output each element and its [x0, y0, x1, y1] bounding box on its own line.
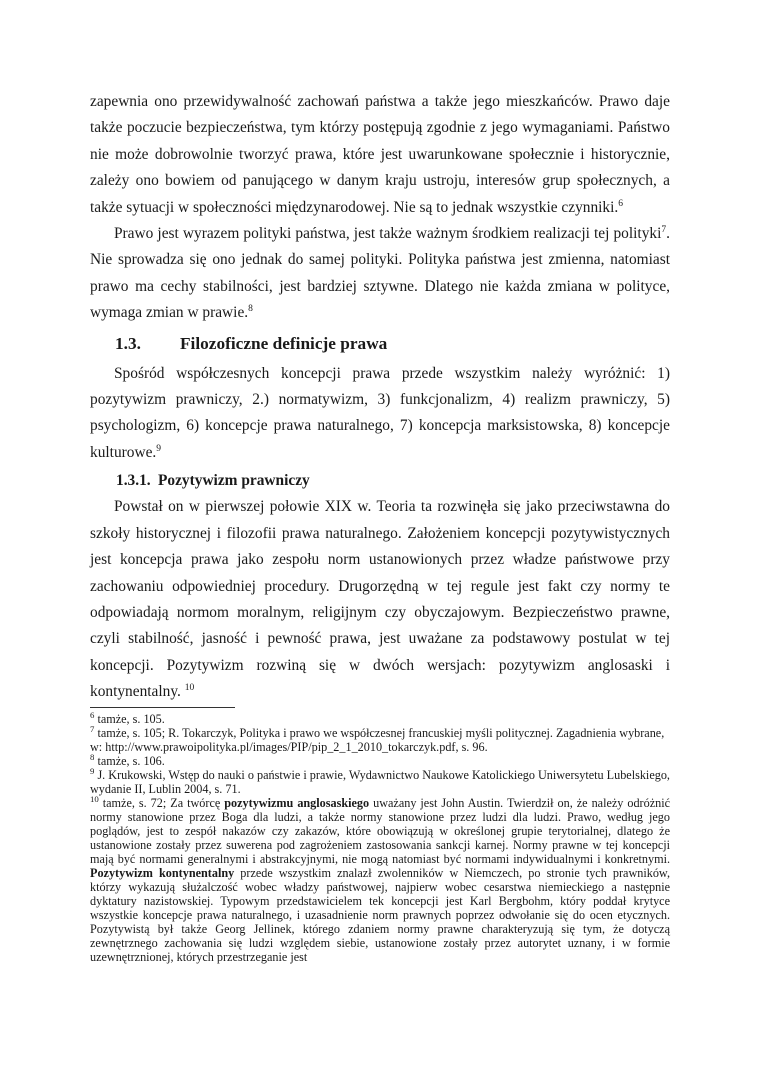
footnote-bold-term: pozytywizmu anglosaskiego — [224, 795, 370, 810]
footnote-ref: 8 — [248, 303, 253, 315]
paragraph-text: Prawo jest wyrazem polityki państwa, jest także ważnym środkiem realizacji tej polityki — [114, 225, 662, 243]
footnote — [90, 709, 670, 726]
footnote — [90, 751, 670, 768]
footnote-number: 10 — [90, 793, 99, 804]
footnote-text: przede wszystkim znalazł zwolenników w Niemczech, po stronie tych prawników, którzy wykazują służalczość wobec władzy państwowej, najpierw wobec cesarstwa niemieckiego a następnie dyktatury nazistowskiej. Typowym przedstawicielem tek koncepcji jest Karl Bergbohm, który poddał krytyce wszystkie koncepcje prawa naturalnego, i uzasadnienie norm prawnych poprzez odwołanie się do ocen etycznych. Pozytywistą był także Georg Jellinek, którego zdaniem normy prawne charakteryzują się tym, że dotyczą zewnętrznego zachowania się ludzi względem siebie, ustanowione zostały przez autorytet uznany, i w formie uzewnętrznionej, których przestrzeganie jest — [90, 865, 670, 964]
paragraph-text: . Nie sprowadza się ono jednak do samej polityki. Polityka państwa jest zmienna, natomiast prawo ma cechy stabilności, jest bardziej sztywne. Dlatego nie każda zmiana w polityce, wymaga zmian w prawie. — [90, 225, 670, 322]
section-number: 1.3. — [115, 333, 141, 353]
footnote-text: J. Krukowski, Wstęp do nauki o państwie i prawie, Wydawnictwo Naukowe Katolickiego Uniwersytetu Lubelskiego, wydanie II, Lublin 2004, s. 71. — [90, 767, 670, 796]
footnote-url-text: w: http://www.prawoipolityka.pl/images/PIP/pip_2_1_2010_tokarczyk.pdf, s. 96. — [90, 739, 488, 754]
subsection-number: 1.3.1. — [116, 472, 151, 490]
footnote-number: 9 — [90, 765, 95, 776]
subsection-title: Pozytywizm prawniczy — [158, 472, 310, 490]
footnote — [90, 723, 670, 740]
footnote — [90, 793, 670, 964]
section-heading — [115, 331, 670, 357]
footnote-ref: 9 — [156, 442, 162, 454]
paragraph — [90, 361, 670, 467]
paragraph — [90, 221, 670, 327]
paragraph — [90, 89, 670, 221]
footnote — [90, 765, 670, 796]
paragraph-text: Spośród współczesnych koncepcji prawa przede wszystkim należy wyróżnić: 1) pozytywizm prawniczy, 2.) normatywizm, 3) funkcjonalizm, 4) realizm prawniczy, 5) psychologizm, 6) koncepcje prawa naturalnego, 7) koncepcja marksistowska, 8) koncepcje kulturowe. — [90, 364, 670, 461]
paragraph-text: Powstał on w pierwszej połowie XIX w. Teoria ta rozwinęła się jako przeciwstawna do szkoły historycznej i filozofii prawa naturalnego. Założeniem koncepcji pozytywistycznych jest koncepcja prawa jako zespołu norm ustanowionych przez władze państwowe przy zachowaniu odpowiedniej procedury. Drugorzędną w tej regule jest fakt czy normy te odpowiadają normom moralnym, religijnym czy obyczajowym. Bezpieczeństwo prawne, czyli stabilność, jasność i pewność prawa, jest uważane za podstawowy postulat w tej koncepcji. Pozytywizm rozwiną się w dwóch wersjach: pozytywizm anglosaski i kontynentalny. — [90, 498, 670, 701]
paragraph — [90, 494, 670, 705]
footnote-continuation — [90, 740, 670, 754]
footnote-text: tamże, s. 72; Za twórcę — [98, 795, 225, 810]
footnotes — [90, 709, 670, 964]
subsection-heading — [116, 468, 670, 494]
footnote-text: tamże, s. 105; R. Tokarczyk, Polityka i prawo we współczesnej francuskiej myśli politycznej. Zagadnienia wybrane, — [94, 725, 665, 740]
footnote-ref: 7 — [661, 223, 667, 235]
footnote-text: tamże, s. 105. — [94, 711, 165, 726]
footnote-ref: 6 — [618, 197, 624, 209]
footnote-text: uważany jest John Austin. Twierdził on, że należy odróżnić normy stanowione przez Boga dla ludzi, a także normy stanowione przez ludzi dla ludzi. Prawo, według jego poglądów, jest to zespół nakazów czy zakazów, które obowiązują w określonej grupie terytorialnej, dlatego że ustanowione zostały przez suwerena pod zagrożeniem zastosowania sankcji karnej. Normy prawne w tej koncepcji mają być normami generalnymi i abstrakcyjnymi, nie mogą natomiast być normami indywidualnymi i konkretnymi. — [90, 795, 670, 866]
footnote-number: 6 — [90, 709, 95, 720]
section-title: Filozoficzne definicje prawa — [180, 333, 388, 353]
footnote-ref: 10 — [184, 682, 195, 693]
footnote-number: 8 — [90, 751, 95, 762]
footnote-bold-term: Pozytywizm kontynentalny — [90, 865, 235, 880]
footnote-number: 7 — [90, 723, 95, 734]
paragraph-text: zapewnia ono przewidywalność zachowań państwa a także jego mieszkańców. Prawo daje także poczucie bezpieczeństwa, tym którzy postępują zgodnie z jego wymaganiami. Państwo nie może dobrowolnie tworzyć prawa, które jest uwarunkowane społecznie i historycznie, zależy ono bowiem od panującego w danym kraju ustroju, interesów grup społecznych, a także sytuacji w społeczności międzynarodowej. Nie są to jednak wszystkie czynniki. — [90, 93, 670, 216]
footnote-separator — [90, 707, 235, 708]
document-page — [90, 89, 670, 964]
footnote-text: tamże, s. 106. — [94, 753, 165, 768]
